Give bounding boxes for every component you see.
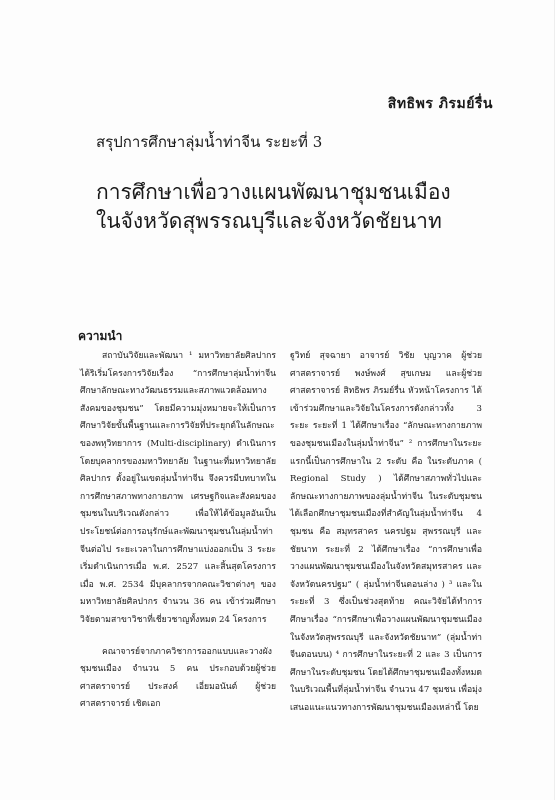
- author-name: สิทธิพร ภิรมย์รื่น: [387, 96, 493, 112]
- left-column: [80, 348, 276, 714]
- series-subtitle: สรุปการศึกษาลุ่มน้ำท่าจีน ระยะที่ 3: [96, 133, 323, 151]
- right-column: [290, 348, 482, 717]
- paragraph: คณาจารย์จากภาควิชาการออกแบบและวางผังชุมชนเมือง จำนวน 5 คน ประกอบด้วยผู้ช่วยศาสตราจารย์ ประสงค์ เอี่ยมอนันต์ ผู้ช่วยศาสตราจารย์ เชิดเอก: [80, 646, 276, 710]
- section-heading: ความนำ: [78, 329, 123, 343]
- title-line-2: ในจังหวัดสุพรรณบุรีและจังหวัดชัยนาท: [96, 209, 442, 233]
- article-title: [96, 178, 496, 236]
- title-line-1: การศึกษาเพื่อวางแผนพัฒนาชุมชนเมือง: [96, 180, 451, 204]
- paragraph: ฐูวิทย์ สุจฉายา อาจารย์ วิชัย บุญวาค ผู้ช่วยศาสตราจารย์ พงษ์พงศ์ สุขเกษม และผู้ช่วยศาสตราจารย์ สิทธิพร ภิรมย์รื่น หัวหน้าโครงการ ได้เข้าร่วมศึกษาและวิจัยในโครงการดังกล่าวทั้ง 3 ระยะ ระยะที่ 1 ได้ศึกษาเรื่อง “ลักษณะทางกายภาพของชุมชนเมืองในลุ่มน้ำท่าจีน” ² การศึกษาในระยะแรกนี้เป็นการศึกษาใน 2 ระดับ คือ ในระดับภาค ( Regional Study ) ได้ศึกษาสภาพทั่วไปและลักษณะทางกายภาพของลุ่มน้ำท่าจีน ในระดับชุมชนได้เลือกศึกษาชุมชนเมืองที่สำคัญในลุ่มน้ำท่าจีน 4 ชุมชน คือ สมุทรสาคร นครปฐม สุพรรณบุรี และชัยนาท ระยะที่ 2 ได้ศึกษาเรื่อง “การศึกษาเพื่อวางแผนพัฒนาชุมชนเมืองในจังหวัดสมุทรสาคร และจังหวัดนครปฐม” ( ลุ่มน้ำท่าจีนตอนล่าง ) ³ และในระยะที่ 3 ซึ่งเป็นช่วงสุดท้าย คณะวิจัยได้ทำการศึกษาเรื่อง “การศึกษาเพื่อวางแผนพัฒนาชุมชนเมืองในจังหวัดสุพรรณบุรี และจังหวัดชัยนาท” (ลุ่มน้ำท่าจีนตอนบน) ⁴ การศึกษาในระยะที่ 2 และ 3 เป็นการศึกษาในระดับชุมชน โดยได้ศึกษาชุมชนเมืองทั้งหมดในบริเวณพื้นที่ลุ่มน้ำท่าจีน จำนวน 47 ชุมชน เพื่อมุ่งเสนอแนะแนวทางการพัฒนาชุมชนเมืองเหล่านี้ โดย: [290, 351, 482, 713]
- paragraph: สถาบันวิจัยและพัฒนา ¹ มหาวิทยาลัยศิลปากร ได้ริเริ่มโครงการวิจัยเรื่อง “การศึกษาลุ่มน้ำท่าจีน ศึกษาลักษณะทางวัฒนธรรมและสภาพแวดล้อมทางสังคมของชุมชน” โดยมีความมุ่งหมายจะให้เป็นการศึกษาวิจัยขั้นพื้นฐานและการวิจัยที่ประยุกต์ในลักษณะของพหุวิทยาการ (Multi-disciplinary) ดำเนินการโดยบุคลากรของมหาวิทยาลัย ในฐานะที่มหาวิทยาลัยศิลปากร ตั้งอยู่ในเขตลุ่มน้ำท่าจีน จึงควรมีบทบาทในการศึกษาสภาพทางกายภาพ เศรษฐกิจและสังคมของชุมชนในบริเวณดังกล่าว เพื่อให้ได้ข้อมูลอันเป็นประโยชน์ต่อการอนุรักษ์และพัฒนาชุมชนในลุ่มน้ำท่าจีนต่อไป ระยะเวลาในการศึกษาแบ่งออกเป็น 3 ระยะ เริ่มดำเนินการเมื่อ พ.ศ. 2527 และสิ้นสุดโครงการเมื่อ พ.ศ. 2534 มีบุคลากรจากคณะวิชาต่างๆ ของมหาวิทยาลัยศิลปากร จำนวน 36 คน เข้าร่วมศึกษาวิจัยตามสาขาวิชาที่เชี่ยวชาญทั้งหมด 24 โครงการ: [80, 351, 276, 625]
